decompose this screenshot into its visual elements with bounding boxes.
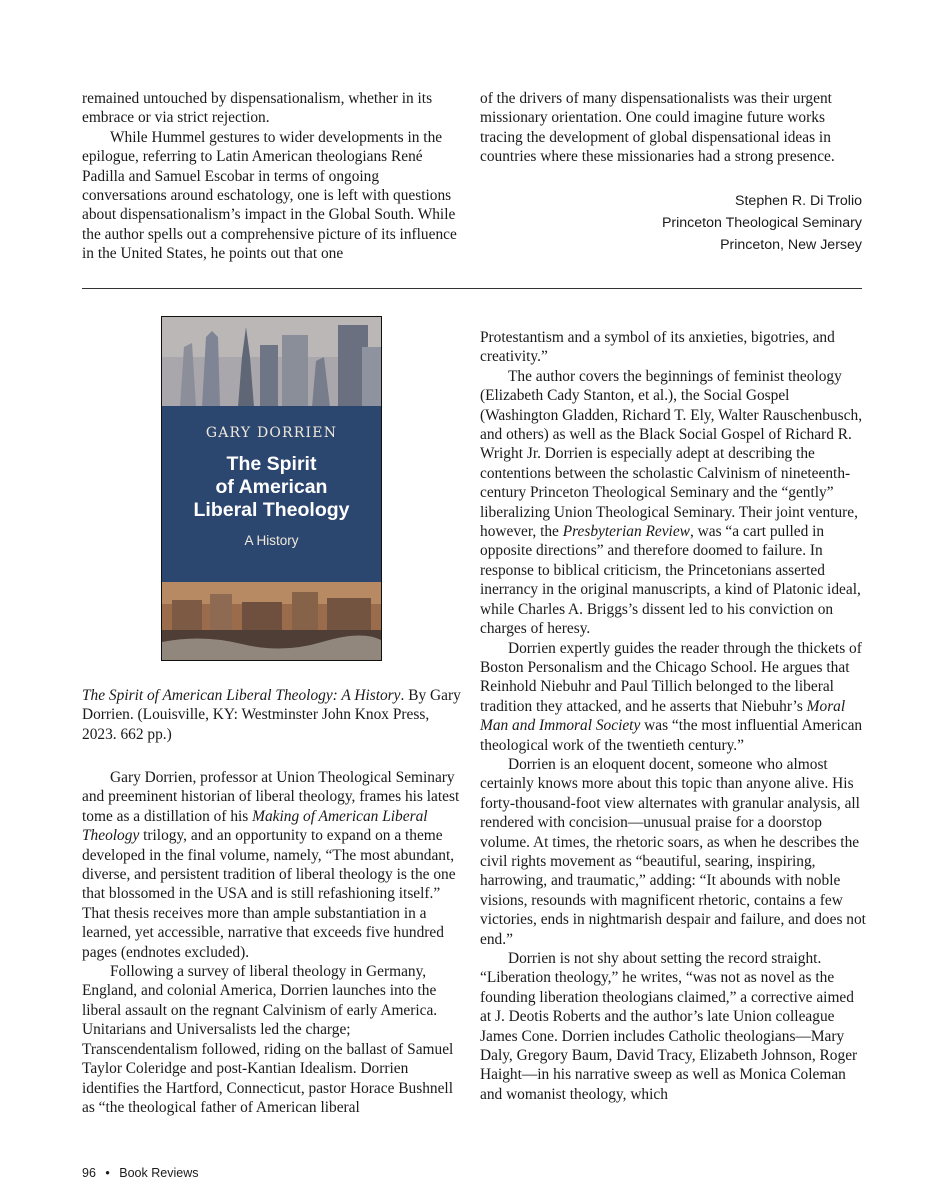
cover-title-line: Liberal Theology — [193, 499, 350, 521]
paragraph — [480, 639, 866, 755]
paragraph: Dorrien is not shy about setting the record straight. “Liberation theology,” he writes, “was not as novel as the founding liberation theologians claimed,” a corrective aimed at J. Deotis Roberts and the author’s late Union colleague James Cone. Dorrien includes Catholic theologians—Mary Daly, Gregory Baum, David Tracy, Elizabeth Johnson, Roger Haight—in his narrative sweep as well as Monica Coleman and womanist theology, which — [480, 950, 858, 1103]
cover-title — [162, 453, 381, 522]
right-body-column — [480, 328, 866, 1104]
book-details: . By Gary Dorrien. (Louisville, KY: Westminster John Knox Press, 2023. 662 pp.) — [82, 687, 461, 743]
text-run: Dorrien expertly guides the reader through the thickets of Boston Personalism and the Chicago School. He argues that Reinhold Niebuhr and Paul Tillich belonged to the liberal tradition they attacked, and he asserts that Niebuhr’s — [480, 639, 862, 715]
cover-skyline-art — [162, 317, 381, 407]
page-footer — [82, 1166, 198, 1180]
italic-title: Moral Man and Immoral Society — [480, 697, 846, 735]
footer-bullet: • — [105, 1166, 110, 1180]
paragraph: of the drivers of many dispensationalists was their urgent missionary orientation. One could imagine future works tracing the development of global dispensational ideas in countries where these missionaries had a strong presence. — [480, 90, 835, 166]
text-run: was “the most influential American theological work of the twentieth century.” — [480, 717, 863, 754]
cover-harbor-art — [162, 582, 381, 660]
top-left-column — [82, 89, 464, 264]
book-cover — [161, 316, 382, 661]
reviewer-institution: Princeton Theological Seminary — [661, 215, 862, 231]
paragraph: Following a survey of liberal theology in Germany, England, and colonial America, Dorrien launches into the liberal assault on the regnant Calvinism of early America. Unitarians and Universalists led the charge; Transcendentalism followed, riding on the ballast of Samuel Taylor Coleridge and post-Kantian Idealism. Dorrien identifies the Hartford, Connecticut, pastor Horace Bushnell as “the theological father of American liberal — [82, 963, 454, 1116]
book-citation — [82, 686, 462, 744]
text-run: , was “a cart pulled in opposite directions” and therefore doomed to failure. In response to biblical criticism, the Princetonians asserted inerrancy in the original manuscripts, a kind of Platonic ideal, while Charles A. Briggs’s dissent led to his conviction on charges of heresy. — [480, 523, 861, 638]
paragraph: While Hummel gestures to wider developments in the epilogue, referring to Latin American theologians René Padilla and Samuel Escobar in terms of ongoing conversations around eschatology, one is left with questions about dispensationalism’s impact in the Global South. While the author spells out a comprehensive picture of its influence in the United States, he points out that one — [82, 128, 457, 263]
cover-title-line: The Spirit — [226, 453, 317, 475]
section-divider — [82, 288, 862, 289]
italic-title: Making of American Liberal Theology — [82, 807, 428, 845]
paragraph — [82, 768, 466, 962]
cover-title-line: of American — [215, 476, 328, 498]
reviewer-name: Stephen R. Di Trolio — [735, 193, 862, 209]
paragraph: Dorrien is an eloquent docent, someone who almost certainly knows more about this topic than anyone alive. His forty-thousand-foot view alternates with granular analysis, all rendered with concision—unusual praise for a doorstop volume. At times, the rhetoric soars, as when he describes the civil rights movement as “beautiful, searing, inspiring, harrowing, and traumatic,” adding: “It abounds with noble visions, resounds with magnificent rhetoric, contains a few victories, ends in nightmarish despair and failure, and does not end.” — [480, 755, 866, 948]
italic-title: Presbyterian Review — [562, 523, 690, 541]
paragraph: Protestantism and a symbol of its anxieties, bigotries, and creativity.” — [480, 329, 835, 366]
cover-author: GARY DORRIEN — [205, 425, 338, 441]
section-name: Book Reviews — [119, 1166, 199, 1180]
text-run: Gary Dorrien, professor at Union Theological Seminary and preeminent historian of liberal theology, frames his latest tome as a distillation of his — [82, 769, 460, 825]
book-title: The Spirit of American Liberal Theology: A History — [82, 687, 401, 704]
paragraph — [480, 367, 866, 639]
paragraph: remained untouched by dispensationalism, whether in its embrace or via strict rejection. — [82, 90, 433, 127]
text-run: The author covers the beginnings of feminist theology (Elizabeth Cady Stanton, et al.), the Social Gospel (Washington Gladden, Richard T. Ely, Walter Rauschenbusch, and others) as well as the Black Social Gospel of Richard R. Wright Jr. Dorrien is especially adept at describing the contentions between the scholastic Calvinism of nineteenth-century Princeton Theological Seminary and the “gently” liberalizing Union Theological Seminary. Their joint venture, however, the — [480, 367, 863, 541]
top-right-column — [480, 89, 862, 167]
left-body-column — [82, 768, 466, 1117]
reviewer-byline — [560, 190, 862, 256]
text-run: trilogy, and an opportunity to expand on a theme developed in the final volume, namely, “The most abundant, diverse, and persistent tradition of liberal theology is the one that blossomed in the USA and is still refashioning itself.” That thesis receives more than ample substantiation in a learned, yet accessible, narrative that exceeds five hundred pages (endnotes excluded). — [82, 827, 456, 961]
page-number: 96 — [82, 1166, 96, 1180]
cover-subtitle: A History — [244, 533, 299, 548]
reviewer-location: Princeton, New Jersey — [720, 237, 862, 253]
